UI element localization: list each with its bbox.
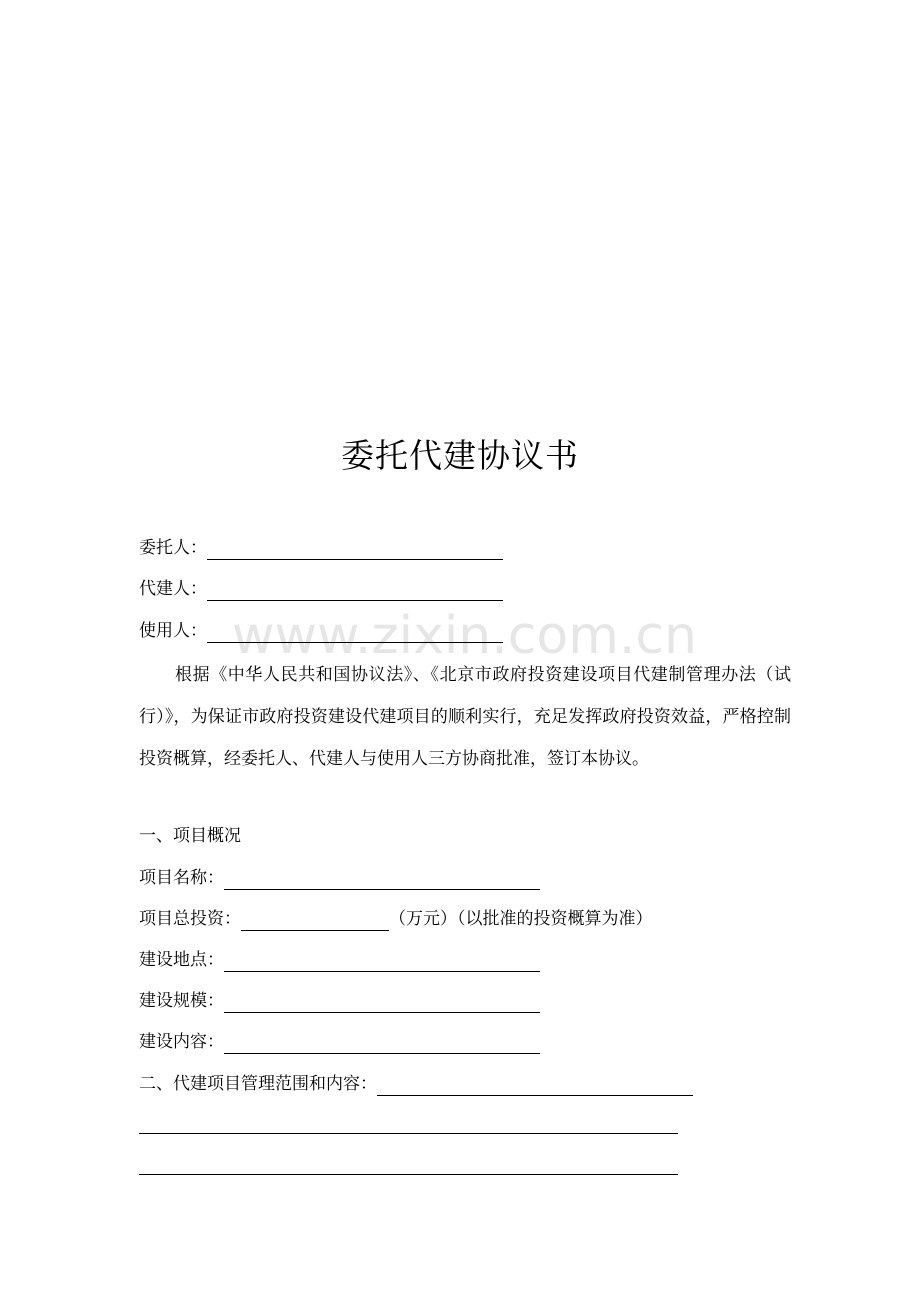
location-blank — [224, 951, 540, 972]
agent-label: 代建人： — [139, 579, 207, 599]
document-title: 委托代建协议书 — [341, 436, 579, 475]
section2-heading: 二、代建项目管理范围和内容： — [139, 1074, 377, 1094]
project-name-blank — [224, 869, 540, 890]
location-label: 建设地点： — [139, 950, 224, 970]
content-blank — [224, 1033, 540, 1054]
user-line — [139, 619, 503, 643]
scale-line — [139, 989, 540, 1013]
scale-label: 建设规模： — [139, 991, 224, 1011]
section2-rule-1 — [139, 1133, 678, 1134]
agent-blank — [207, 580, 503, 601]
section1-heading: 一、项目概况 — [139, 826, 241, 846]
section2-blank — [377, 1075, 693, 1096]
content-label: 建设内容： — [139, 1032, 224, 1052]
section2-line — [139, 1072, 693, 1096]
project-investment-blank — [241, 910, 389, 931]
project-name-line — [139, 866, 540, 890]
user-blank — [207, 622, 503, 643]
client-blank — [207, 539, 503, 560]
project-investment-label: 项目总投资： — [139, 909, 241, 929]
scale-blank — [224, 992, 540, 1013]
section2-rule-2 — [139, 1174, 678, 1175]
project-name-label: 项目名称： — [139, 868, 224, 888]
project-investment-unit: （万元）（以批准的投资概算为准） — [389, 909, 653, 929]
client-line — [139, 536, 503, 560]
location-line — [139, 948, 540, 972]
project-investment-line — [139, 907, 653, 931]
agent-line — [139, 577, 503, 601]
watermark: www.zixin.com.cn — [232, 606, 697, 666]
client-label: 委托人： — [139, 538, 207, 558]
intro-paragraph: 根据《中华人民共和国协议法》、《北京市政府投资建设项目代建制管理办法（试行）》，为保证市政府投资建设代建项目的顺利实行，充足发挥政府投资效益，严格控制投资概算，经委托人、代建人与使用人三方协商批准，签订本协议。 — [139, 665, 791, 769]
content-line — [139, 1030, 540, 1054]
user-label: 使用人： — [139, 621, 207, 641]
